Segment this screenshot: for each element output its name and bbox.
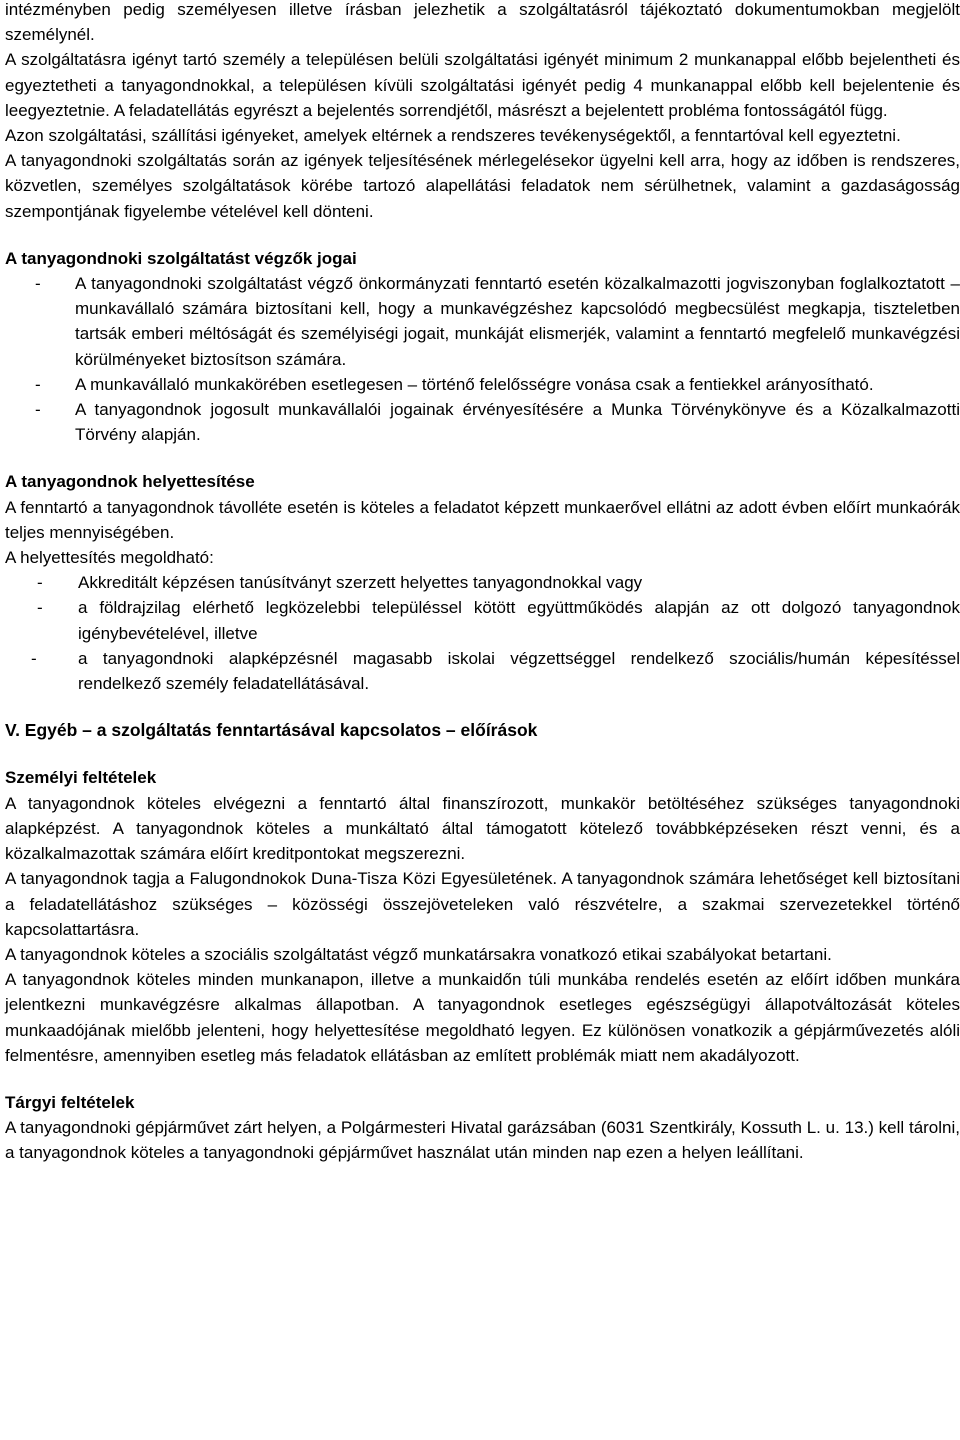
document-page — [5, 0, 960, 1166]
spacer — [5, 1068, 960, 1090]
list-item — [5, 570, 960, 595]
rights-list — [5, 271, 960, 447]
replacement-list — [5, 570, 960, 696]
body-paragraph: Azon szolgáltatási, szállítási igényeket, amelyek eltérnek a rendszeres tevékenységektől, a fenntartóval kell egyeztetni. — [5, 126, 901, 146]
dash-bullet: - — [37, 573, 43, 593]
spacer — [5, 696, 960, 718]
list-item-text: A tanyagondnoki szolgáltatást végző önkormányzati fenntartó esetén közalkalmazotti jogviszonyban foglalkoztatott – munkavállaló számára biztosítani kell, hogy a munkavégzéshez kapcsolódó megbecsülést megkapja, tiszteletben tartsák emberi méltóságát és személyiségi jogait, munkáját elismerjék, valamint a fenntartó megfelelő munkavégzési körülményeket biztosítson számára. — [75, 274, 960, 369]
body-paragraph: A tanyagondnok tagja a Falugondnokok Duna-Tisza Közi Egyesületének. A tanyagondnok számára lehetőséget kell biztosítani a feladatellátáshoz szükséges – közösségi összejöveteleken való részvételre, a szakmai szervezetekkel történő kapcsolattartásra. — [5, 869, 960, 939]
list-item — [5, 372, 960, 397]
body-paragraph: intézményben pedig személyesen illetve írásban jelezhetik a szolgáltatásról tájékoztató dokumentumokban megjelölt személynél. — [5, 0, 960, 45]
spacer — [5, 447, 960, 469]
list-item-text: A munkavállaló munkakörében esetlegesen – történő felelősségre vonása csak a fentiekkel arányosítható. — [75, 374, 874, 394]
body-paragraph: A tanyagondnoki szolgáltatás során az igények teljesítésének mérlegelésekor ügyelni kell arra, hogy az időben is rendszeres, közvetlen, személyes szolgáltatások körébe tartozó alapellátási feladatok nem sérülhetnek, valamint a gazdaságosság szempontjának figyelembe vételével kell dönteni. — [5, 151, 960, 221]
body-paragraph: A tanyagondnok köteles minden munkanapon, illetve a munkaidőn túli munkába rendelés esetén az előírt időben munkára jelentkezni munkavégzésre alkalmas állapotban. A tanyagondnok esetleges egészségügyi állapotváltozását köteles munkaadójának mielőbb jelenteni, hogy helyettesítése megoldható legyen. Ez különösen vonatkozik a gépjárművezetés alóli felmentésre, amennyiben esetleg más feladatok ellátásban az említett problémák miatt nem akadályozott. — [5, 970, 960, 1065]
body-paragraph: A tanyagondnok köteles elvégezni a fenntartó által finanszírozott, munkakör betöltéséhez szükséges tanyagondnoki alapképzést. A tanyagondnok köteles a munkáltató által támogatott kötelező továbbképzéseken részt venni, és a közalkalmazottak számára előírt kreditpontokat megszerezni. — [5, 793, 960, 864]
list-item — [5, 397, 960, 447]
dash-bullet: - — [37, 598, 43, 618]
dash-bullet: - — [31, 648, 37, 668]
section-heading-personal: Személyi feltételek — [5, 768, 157, 788]
list-item-text: a földrajzilag elérhető legközelebbi településsel kötött együttműködés alapján az ott dolgozó tanyagondnok igénybevételével, illetve — [78, 598, 960, 643]
section-heading-material: Tárgyi feltételek — [5, 1092, 135, 1112]
list-item — [5, 646, 960, 696]
chapter-heading: V. Egyéb – a szolgáltatás fenntartásával kapcsolatos – előírások — [5, 720, 538, 741]
body-paragraph: A tanyagondnok köteles a szociális szolgáltatást végző munkatársakra vonatkozó etikai szabályokat betartani. — [5, 944, 832, 964]
section-heading-rights: A tanyagondnoki szolgáltatást végzők jogai — [5, 248, 357, 268]
list-item-text: Akkreditált képzésen tanúsítványt szerzett helyettes tanyagondnokkal vagy — [78, 573, 643, 593]
dash-bullet: - — [35, 274, 41, 294]
spacer — [5, 224, 960, 246]
body-paragraph: A tanyagondnoki gépjárművet zárt helyen, a Polgármesteri Hivatal garázsában (6031 Szentkirály, Kossuth L. u. 13.) kell tárolni, a tanyagondnok köteles a tanyagondnoki gépjárművet használat után minden nap ezen a helyen leállítani. — [5, 1118, 960, 1163]
body-paragraph: A fenntartó a tanyagondnok távolléte esetén is köteles a feladatot képzett munkaerővel ellátni az adott évben előírt munkaórák teljes mennyiségében. — [5, 497, 960, 542]
section-heading-replacement: A tanyagondnok helyettesítése — [5, 472, 255, 492]
dash-bullet: - — [35, 374, 41, 394]
dash-bullet: - — [35, 400, 41, 420]
body-paragraph: A helyettesítés megoldható: — [5, 548, 214, 568]
list-item — [5, 271, 960, 372]
list-item-text: a tanyagondnoki alapképzésnél magasabb iskolai végzettséggel rendelkező szociális/humán képesítéssel rendelkező személy feladatellátásával. — [78, 648, 960, 694]
list-item — [5, 595, 960, 645]
body-paragraph: A szolgáltatásra igényt tartó személy a településen belüli szolgáltatási igényét minimum 2 munkanappal előbb bejelentheti és egyeztetheti a tanyagondnokkal, a településen kívüli szolgáltatási igényét pedig 4 munkanappal előbb kell bejelentenie és leegyeztetnie. A feladatellátás egyrészt a bejelentés sorrendjétől, másrészt a bejelentett probléma fontosságától függ. — [5, 50, 960, 120]
list-item-text: A tanyagondnok jogosult munkavállalói jogainak érvényesítésére a Munka Törvénykönyve és a Közalkalmazotti Törvény alapján. — [75, 400, 960, 445]
spacer — [5, 743, 960, 765]
